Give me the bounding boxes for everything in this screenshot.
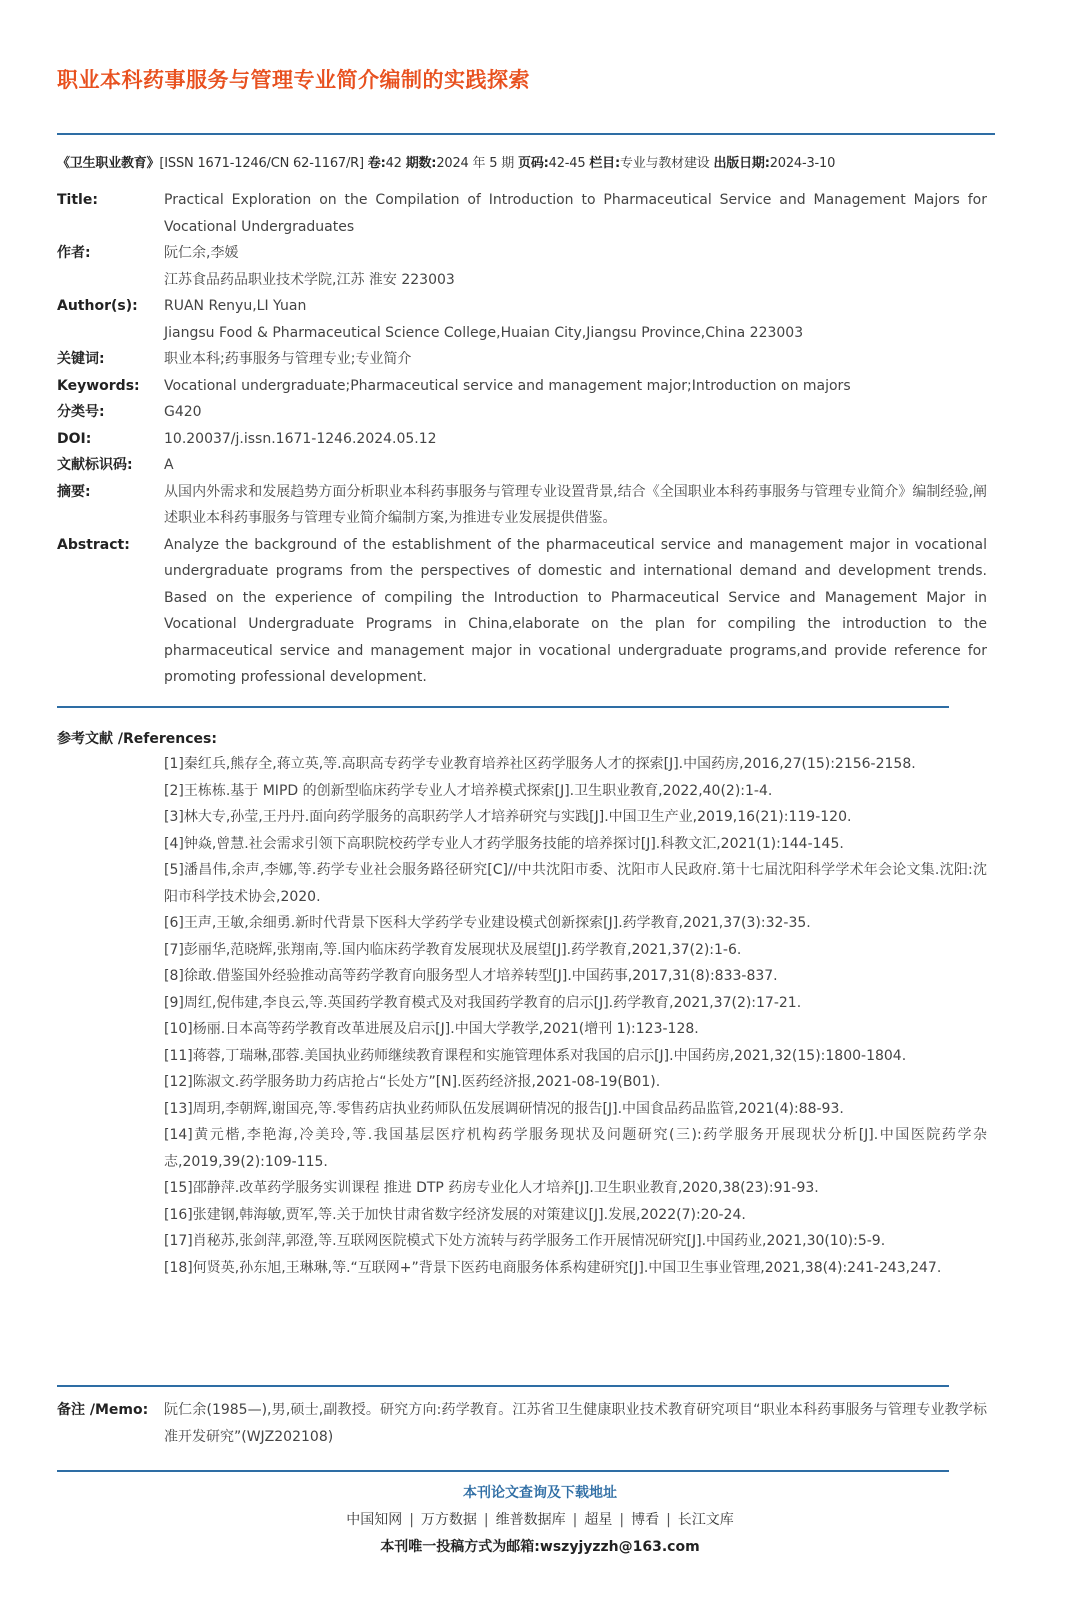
database-link[interactable]: 超星 [584,1512,613,1528]
meta-row-authors-cn [57,240,987,293]
reference-item: [15]邵静萍.改革药学服务实训课程 推进 DTP 药房专业化人才培养[J].卫生职业教育,2020,38(23):91-93. [164,1180,819,1196]
doi-value[interactable]: 10.20037/j.issn.1671-1246.2024.05.12 [164,430,437,447]
meta-row-authors-en [57,293,987,346]
volume-label: 卷: [367,156,386,171]
authors-cn: 阮仁余,李媛 [164,245,239,261]
meta-row-keywords-cn [57,346,987,373]
article-title: 职业本科药事服务与管理专业简介编制的实践探索 [57,68,530,92]
publication-info [57,152,1057,171]
english-title: Practical Exploration on the Compilation of Introduction to Pharmaceutical Service and Management Majors for Vocational Undergraduates [164,192,987,235]
column-label: 栏目: [589,156,620,171]
database-separator: | [409,1512,414,1528]
date-label: 出版日期: [713,156,770,171]
docid-value: A [164,457,174,473]
issue: 2024 年 5 期 [436,156,515,171]
docid-label: 文献标识码: [57,457,133,473]
database-separator: | [666,1512,671,1528]
abstract-en-label: Abstract: [57,536,130,553]
meta-row-keywords-en [57,373,987,400]
database-link[interactable]: 维普数据库 [495,1512,566,1528]
reference-item: [5]潘昌伟,余声,李娜,等.药学专业社会服务路径研究[C]//中共沈阳市委、沈阳市人民政府.第十七届沈阳科学学术年会论文集.沈阳:沈阳市科学技术协会,2020. [164,862,987,905]
meta-row-class [57,399,987,426]
abstract-cn-label: 摘要: [57,483,91,500]
memo-divider [57,1385,949,1387]
keywords-en: Vocational undergraduate;Pharmaceutical service and management major;Introduction on majors [164,377,851,394]
column: 专业与教材建设 [619,156,710,171]
reference-list [164,751,987,1281]
issue-label: 期数: [405,156,437,171]
reference-item: [10]杨丽.日本高等药学教育改革进展及启示[J].中国大学教学,2021(增刊 1):123-128. [164,1021,699,1037]
memo-text: 阮仁余(1985—),男,硕士,副教授。研究方向:药学教育。江苏省卫生健康职业技术教育研究项目“职业本科药事服务与管理专业教学标准开发研究”(WJZ202108) [164,1402,987,1445]
database-link[interactable]: 中国知网 [346,1512,403,1528]
meta-row-abstract-cn [57,479,987,532]
keywords-cn-label: 关键词: [57,351,105,367]
journal-name: 《卫生职业教育》 [57,156,160,171]
class-label: 分类号: [57,404,105,420]
reference-item: [8]徐敢.借鉴国外经验推动高等药学教育向服务型人才培养转型[J].中国药事,2017,31(8):833-837. [164,968,778,984]
reference-item: [3]林大专,孙莹,王丹丹.面向药学服务的高职药学人才培养研究与实践[J].中国卫生产业,2019,16(21):119-120. [164,809,852,825]
volume: 42 [385,156,402,171]
reference-item: [18]何贤英,孙东旭,王琳琳,等.“互联网+”背景下医药电商服务体系构建研究[J].中国卫生事业管理,2021,38(4):241-243,247. [164,1259,942,1276]
memo-row [57,1397,987,1450]
submission-email: 本刊唯一投稿方式为邮箱:wszyjyzzh@163.com [380,1539,700,1555]
pub-date: 2024-3-10 [769,156,836,171]
issn: [ISSN 1671-1246/CN 62-1167/R] [159,156,364,171]
article-metadata [57,187,987,691]
meta-row-docid [57,452,987,479]
meta-row-doi [57,426,987,453]
reference-item: [14]黄元楷,李艳海,冷美玲,等.我国基层医疗机构药学服务现状及问题研究(三):药学服务开展现状分析[J].中国医院药学杂志,2019,39(2):109-115. [164,1127,987,1170]
pages-label: 页码: [518,156,549,171]
class-number: G420 [164,404,202,420]
meta-row-title [57,187,987,240]
database-separator: | [483,1512,489,1528]
references-heading: 参考文献 /References: [57,731,217,747]
reference-item: [6]王声,王敏,余细勇.新时代背景下医科大学药学专业建设模式创新探索[J].药学教育,2021,37(3):32-35. [164,915,811,931]
reference-item: [16]张建钢,韩海敏,贾军,等.关于加快甘肃省数字经济发展的对策建议[J].发展,2022(7):20-24. [164,1206,746,1223]
title-label: Title: [57,192,98,208]
memo-label: 备注 /Memo: [57,1402,149,1418]
reference-item: [2]王栋栋.基于 MIPD 的创新型临床药学专业人才培养模式探索[J].卫生职业教育,2022,40(2):1-4. [164,782,773,799]
abstract-cn: 从国内外需求和发展趋势方面分析职业本科药事服务与管理专业设置背景,结合《全国职业本科药事服务与管理专业简介》编制经验,阐述职业本科药事服务与管理专业简介编制方案,为推进专业发展提供借鉴。 [164,483,987,526]
authors-en: RUAN Renyu,LI Yuan [164,298,307,314]
database-link[interactable]: 博看 [631,1512,660,1528]
footer [0,1480,1080,1560]
affiliation-cn: 江苏食品药品职业技术学院,江苏 淮安 223003 [164,271,455,288]
memo-section [57,1397,987,1450]
authors-cn-label: 作者: [57,245,91,261]
meta-row-abstract-en [57,532,987,691]
reference-item: [17]肖秘苏,张剑萍,郭澄,等.互联网医院模式下处方流转与药学服务工作开展情况研究[J].中国药业,2021,30(10):5-9. [164,1233,886,1249]
database-link[interactable]: 长江文库 [677,1512,734,1528]
database-separator: | [572,1512,578,1528]
top-divider [57,133,995,135]
database-separator: | [619,1512,625,1528]
reference-item: [7]彭丽华,范晓辉,张翔南,等.国内临床药学教育发展现状及展望[J].药学教育,2021,37(2):1-6. [164,941,742,958]
pages: 42-45 [548,156,586,171]
reference-item: [11]蒋蓉,丁瑞琳,邵蓉.美国执业药师继续教育课程和实施管理体系对我国的启示[J].中国药房,2021,32(15):1800-1804. [164,1047,907,1064]
reference-item: [13]周玥,李朝辉,谢国亮,等.零售药店执业药师队伍发展调研情况的报告[J].中国食品药品监管,2021(4):88-93. [164,1100,844,1117]
reference-item: [9]周红,倪伟建,李良云,等.英国药学教育模式及对我国药学教育的启示[J].药学教育,2021,37(2):17-21. [164,994,802,1011]
affiliation-en: Jiangsu Food & Pharmaceutical Science College,Huaian City,Jiangsu Province,China 223003 [164,324,804,341]
reference-item: [4]钟焱,曾慧.社会需求引领下高职院校药学专业人才药学服务技能的培养探讨[J].科教文汇,2021(1):144-145. [164,835,844,852]
abstract-en: Analyze the background of the establishment of the pharmaceutical service and management major in vocational undergraduate programs from the perspectives of domestic and international demand and development trends. Based on the experience of compiling the Introduction to Pharmaceutical Service and Management Major in Vocational Undergraduate Programs in China,elaborate on the plan for compiling the introduction to the pharmaceutical service and management major in vocational undergraduate programs,and provide reference for promoting professional development. [164,536,987,685]
reference-item: [1]秦红兵,熊存全,蒋立英,等.高职高专药学专业教育培养社区药学服务人才的探索[J].中国药房,2016,27(15):2156-2158. [164,756,916,772]
keywords-cn: 职业本科;药事服务与管理专业;专业简介 [164,351,412,367]
database-links [0,1506,1080,1534]
doi-label: DOI: [57,430,92,447]
authors-en-label: Author(s): [57,298,138,314]
footer-title: 本刊论文查询及下载地址 [463,1485,617,1501]
references-section [57,727,987,1281]
footer-divider [57,1470,949,1472]
keywords-en-label: Keywords: [57,377,140,394]
database-link[interactable]: 万方数据 [420,1512,477,1528]
reference-item: [12]陈淑文.药学服务助力药店抢占“长处方”[N].医药经济报,2021-08-19(B01). [164,1074,661,1090]
references-divider [57,706,949,708]
